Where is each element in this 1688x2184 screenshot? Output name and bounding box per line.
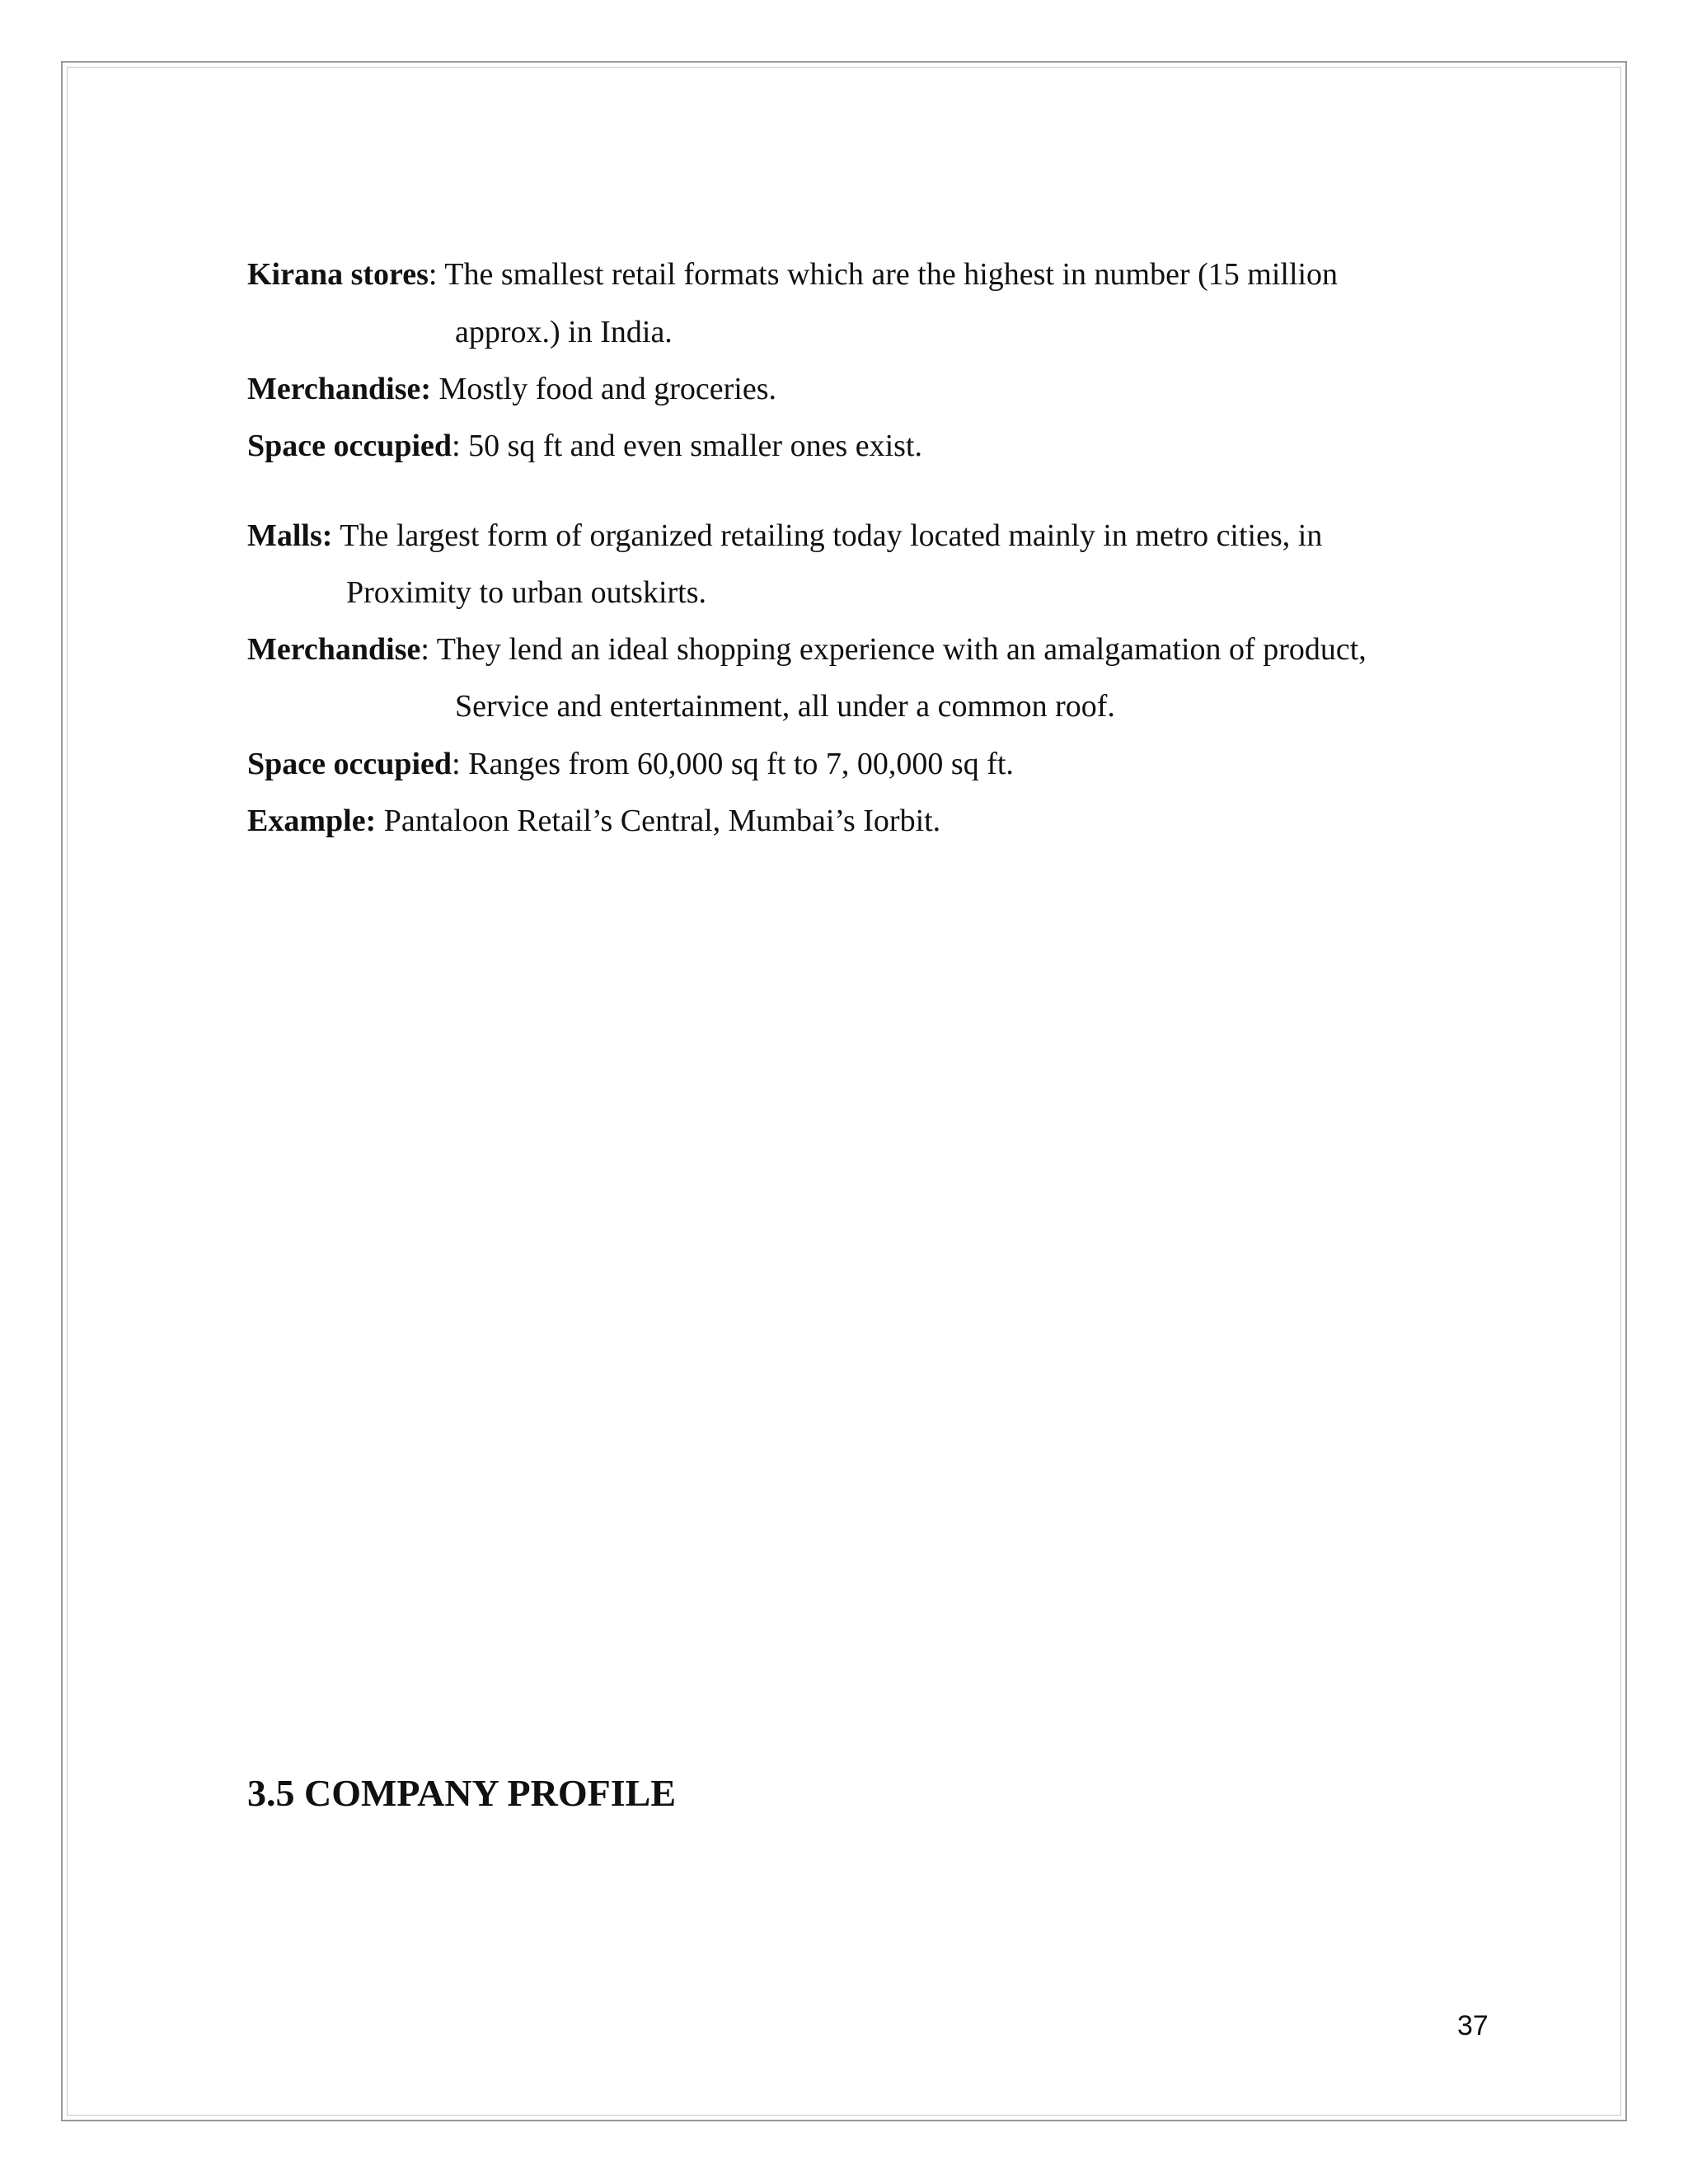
malls-merchandise-continuation: Service and entertainment, all under a common roof.	[455, 689, 1115, 724]
malls-space-label: Space occupied	[247, 747, 452, 781]
malls-continuation: Proximity to urban outskirts.	[346, 575, 706, 610]
malls-space-line	[247, 745, 1014, 783]
kirana-merchandise-text: Mostly food and groceries.	[431, 372, 777, 406]
section-heading: 3.5 COMPANY PROFILE	[247, 1772, 677, 1814]
kirana-merchandise-label: Merchandise:	[247, 372, 432, 406]
malls-example-line	[247, 802, 940, 840]
kirana-stores-text: : The smallest retail formats which are the highest in number (15 million	[428, 257, 1339, 292]
malls-merchandise-text: : They lend an ideal shopping experience with an amalgamation of product,	[420, 632, 1367, 667]
malls-example-label: Example:	[247, 804, 377, 838]
malls-line	[247, 517, 1322, 555]
kirana-stores-continuation: approx.) in India.	[455, 315, 673, 349]
page-number: 37	[1457, 2010, 1489, 2041]
malls-text: The largest form of organized retailing today located mainly in metro cities, in	[332, 518, 1323, 553]
kirana-merchandise-line	[247, 370, 776, 408]
malls-merchandise-label: Merchandise	[247, 632, 421, 667]
malls-example-text: Pantaloon Retail’s Central, Mumbai’s Iorbit.	[376, 804, 941, 838]
kirana-stores-line	[247, 255, 1338, 293]
kirana-space-label: Space occupied	[247, 429, 452, 463]
malls-merchandise-line	[247, 630, 1367, 668]
kirana-stores-label: Kirana stores	[247, 257, 429, 292]
kirana-space-text: : 50 sq ft and even smaller ones exist.	[452, 429, 922, 463]
malls-label: Malls:	[247, 518, 333, 553]
kirana-space-line	[247, 427, 922, 465]
malls-space-text: : Ranges from 60,000 sq ft to 7, 00,000 sq ft.	[452, 747, 1014, 781]
